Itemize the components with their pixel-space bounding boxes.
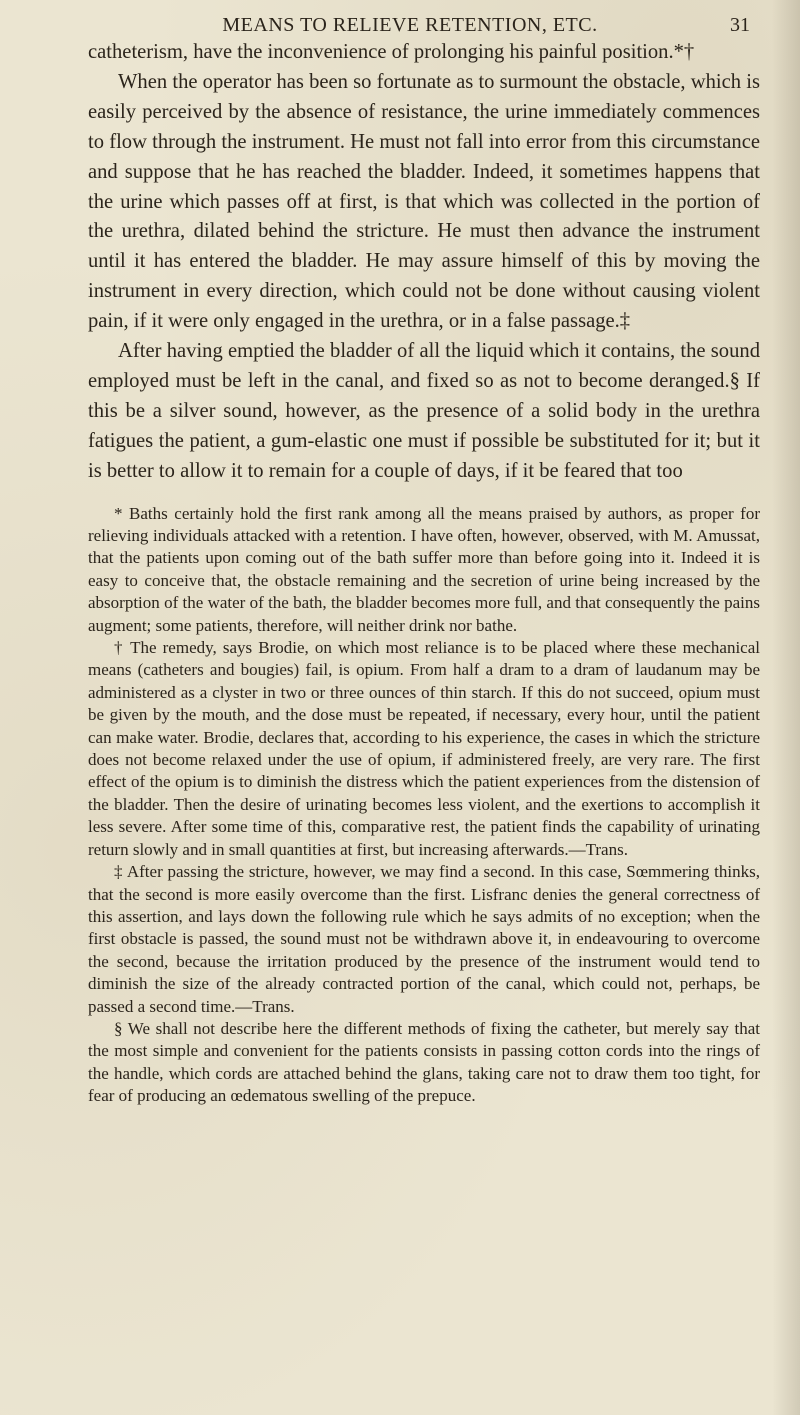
page-number: 31 xyxy=(730,14,750,36)
body-paragraph: When the operator has been so fortunate as to surmount the obstacle, which is easily perceived by the absence of resistance, the urine immediately commences to flow through the instrument. He must not fall into error from this circumstance and suppose that he has reached the bladder. Indeed, it sometimes happens that the urine which passes off at first, is that which was collected in the portion of the urethra, dilated behind the stricture. He must then advance the instrument until it has entered the bladder. He may assure himself of this by moving the instrument in every direction, which could not be done without causing violent pain, if it were only engaged in the urethra, or in a false passage.‡ xyxy=(88,70,760,333)
body-paragraph: catheterism, have the inconvenience of prolonging his painful position.*† xyxy=(88,41,695,63)
page-edge-shadow xyxy=(772,0,800,1415)
page-header xyxy=(110,8,750,40)
text-block xyxy=(88,38,760,1108)
footnote: § We shall not describe here the different methods of fixing the catheter, but merely say that the most simple and convenient for the patients consists in passing cotton cords into the rings of the handle, which cords are attached behind the glans, taking care not to draw them too tight, for fear of producing an œdematous swelling of the prepuce. xyxy=(88,1018,760,1106)
body-text xyxy=(88,38,760,487)
body-paragraph: After having emptied the bladder of all the liquid which it contains, the sound employed must be left in the canal, and fixed so as not to become deranged.§ If this be a silver sound, however, as the presence of a solid body in the urethra fatigues the patient, a gum-elastic one must if possible be substituted for it; but it is better to allow it to remain for a couple of days, if it be feared that too xyxy=(88,340,760,482)
footnote: * Baths certainly hold the first rank among all the means praised by authors, as proper for relieving individuals attacked with a retention. I have often, however, observed, with M. Amussat, that the patients upon coming out of the bath suffer more than before going into it. Indeed it is easy to conceive that, the obstacle remaining and the secretion of urine being increased by the absorption of the water of the bath, the bladder becomes more full, and that consequently the pains augment; some patients, therefore, will neither drink nor bathe. xyxy=(88,503,760,635)
footnote: ‡ After passing the stricture, however, we may find a second. In this case, Sœmmering thinks, that the second is more easily overcome than the first. Lisfranc denies the general correctness of this assertion, and lays down the following rule which he says admits of no exception; when the first obstacle is passed, the sound must not be withdrawn above it, in endeavouring to overcome the second, because the irritation produced by the presence of the instrument would tend to diminish the size of the already contracted portion of the canal, which could not, perhaps, be passed a second time.—Trans. xyxy=(88,862,760,1016)
running-head: MEANS TO RELIEVE RETENTION, ETC. xyxy=(222,14,598,36)
footnote: † The remedy, says Brodie, on which most reliance is to be placed where these mechanical means (catheters and bougies) fail, is opium. From half a dram to a dram of laudanum may be administered as a clyster in two or three ounces of thin starch. If this do not succeed, opium must be given by the mouth, and the dose must be repeated, if necessary, every hour, until the patient can make water. Brodie, declares that, according to his experience, the cases in which the stricture does not become relaxed under the use of opium, if administered freely, are very rare. The first effect of the opium is to diminish the distress which the patient experiences from the distension of the bladder. Then the desire of urinating becomes less violent, and the exertions to accomplish it less severe. After some time of this, comparative rest, the patient finds the capability of urinating return slowly and in small quantities at first, but increasing afterwards.—Trans. xyxy=(88,638,760,859)
footnotes xyxy=(88,503,760,1108)
